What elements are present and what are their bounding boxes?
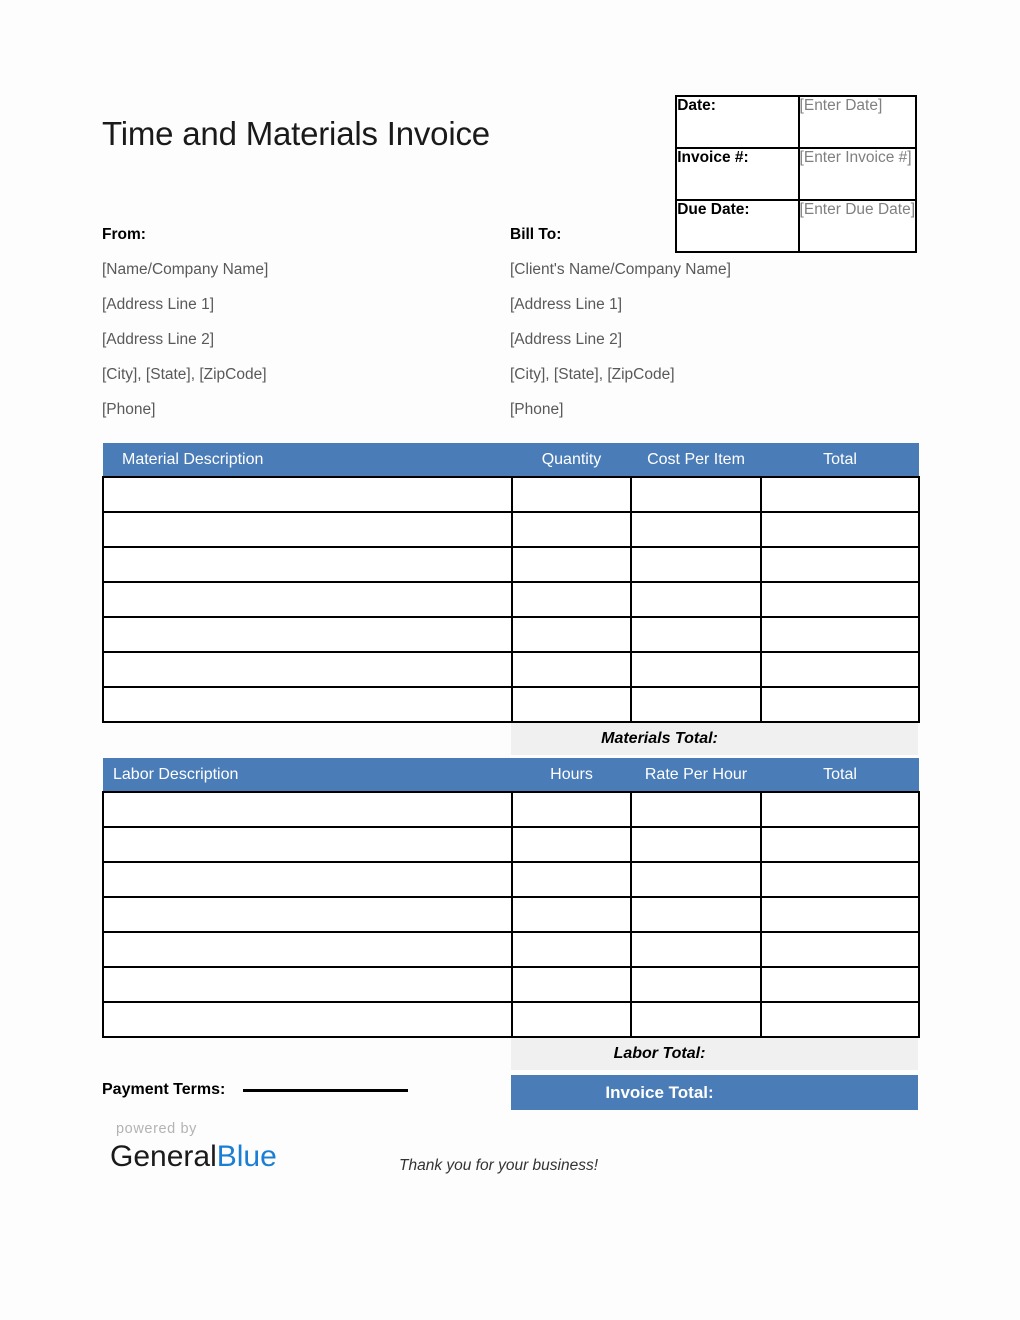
invoice-total-label: Invoice Total: — [605, 1082, 714, 1102]
bill-to-address-line-1-field[interactable]: [Address Line 1] — [510, 296, 623, 314]
labor-cell-rate[interactable] — [631, 897, 761, 932]
labor-header-row — [103, 758, 919, 792]
labor-cell-total[interactable] — [761, 897, 919, 932]
labor-total-spacer — [102, 1038, 511, 1070]
from-phone-field[interactable]: [Phone] — [102, 401, 156, 419]
labor-cell-rate[interactable] — [631, 827, 761, 862]
table-row — [103, 547, 919, 582]
labor-cell-total[interactable] — [761, 1002, 919, 1037]
table-row — [103, 862, 919, 897]
labor-cell-hours[interactable] — [512, 792, 631, 827]
labor-cell-hours[interactable] — [512, 967, 631, 1002]
materials-header-total: Total — [761, 443, 919, 477]
materials-total-spacer — [102, 723, 511, 755]
bill-to-label: Bill To: — [510, 226, 562, 243]
materials-header-description: Material Description — [103, 443, 512, 477]
labor-cell-total[interactable] — [761, 862, 919, 897]
brand-name — [110, 1141, 277, 1173]
materials-cell-total[interactable] — [761, 582, 919, 617]
materials-cell-total[interactable] — [761, 617, 919, 652]
powered-by-label: powered by — [116, 1121, 197, 1137]
labor-cell-rate[interactable] — [631, 967, 761, 1002]
labor-header-description: Labor Description — [103, 758, 512, 792]
labor-cell-rate[interactable] — [631, 932, 761, 967]
materials-cell-quantity[interactable] — [512, 617, 631, 652]
labor-total-row — [102, 1038, 918, 1070]
labor-cell-description[interactable] — [103, 932, 512, 967]
materials-cell-description[interactable] — [103, 547, 512, 582]
materials-cell-quantity[interactable] — [512, 652, 631, 687]
generalblue-logo — [110, 1122, 277, 1172]
payment-terms-label: Payment Terms: — [102, 1081, 226, 1098]
table-row — [103, 687, 919, 722]
invoice-number-field[interactable]: [Enter Invoice #] — [799, 148, 916, 200]
labor-total-band — [511, 1038, 918, 1070]
parties-section — [102, 226, 918, 418]
table-row — [103, 967, 919, 1002]
table-row — [103, 827, 919, 862]
due-date-field[interactable]: [Enter Due Date] — [799, 200, 916, 252]
bill-to-phone-field[interactable]: [Phone] — [510, 401, 564, 419]
materials-table — [102, 443, 920, 723]
materials-cell-total[interactable] — [761, 477, 919, 512]
labor-section — [102, 758, 918, 1070]
table-row — [103, 512, 919, 547]
materials-cell-cost[interactable] — [631, 617, 761, 652]
materials-cell-quantity[interactable] — [512, 477, 631, 512]
materials-cell-total[interactable] — [761, 687, 919, 722]
labor-cell-rate[interactable] — [631, 862, 761, 897]
labor-cell-rate[interactable] — [631, 1002, 761, 1037]
table-row — [103, 792, 919, 827]
materials-total-row — [102, 723, 918, 755]
labor-cell-hours[interactable] — [512, 932, 631, 967]
invoice-number-label: Invoice #: — [676, 148, 798, 200]
meta-row-date — [676, 96, 916, 148]
page-title: Time and Materials Invoice — [102, 115, 490, 152]
labor-cell-description[interactable] — [103, 1002, 512, 1037]
materials-total-label: Materials Total: — [601, 730, 718, 747]
materials-cell-description[interactable] — [103, 617, 512, 652]
materials-cell-cost[interactable] — [631, 652, 761, 687]
bill-to-address-line-2-field[interactable]: [Address Line 2] — [510, 331, 623, 349]
materials-header-row — [103, 443, 919, 477]
date-field[interactable]: [Enter Date] — [799, 96, 916, 148]
labor-header-total: Total — [761, 758, 919, 792]
materials-cell-description[interactable] — [103, 652, 512, 687]
materials-cell-description[interactable] — [103, 687, 512, 722]
table-row — [103, 477, 919, 512]
materials-section — [102, 443, 918, 755]
from-address-line-2-field[interactable]: [Address Line 2] — [102, 331, 215, 349]
materials-cell-total[interactable] — [761, 652, 919, 687]
brand-name-first: General — [110, 1139, 217, 1173]
table-row — [103, 652, 919, 687]
meta-row-invoice-number — [676, 148, 916, 200]
labor-cell-description[interactable] — [103, 967, 512, 1002]
labor-cell-total[interactable] — [761, 932, 919, 967]
labor-header-rate-per-hour: Rate Per Hour — [631, 758, 761, 792]
labor-cell-description[interactable] — [103, 792, 512, 827]
materials-cell-cost[interactable] — [631, 582, 761, 617]
materials-total-band — [511, 723, 918, 755]
materials-header-cost-per-item: Cost Per Item — [631, 443, 761, 477]
bill-to-name-field[interactable]: [Client's Name/Company Name] — [510, 261, 731, 279]
labor-header-hours: Hours — [512, 758, 631, 792]
materials-cell-quantity[interactable] — [512, 512, 631, 547]
invoice-total-band — [511, 1075, 918, 1110]
payment-terms-group — [102, 1081, 408, 1099]
labor-total-label: Labor Total: — [613, 1045, 706, 1062]
materials-header-quantity: Quantity — [512, 443, 631, 477]
labor-cell-description[interactable] — [103, 827, 512, 862]
labor-cell-hours[interactable] — [512, 1002, 631, 1037]
table-row — [103, 932, 919, 967]
from-name-field[interactable]: [Name/Company Name] — [102, 261, 269, 279]
labor-table-body — [103, 792, 919, 1037]
date-label: Date: — [676, 96, 798, 148]
labor-cell-hours[interactable] — [512, 862, 631, 897]
table-row — [103, 617, 919, 652]
labor-cell-rate[interactable] — [631, 792, 761, 827]
labor-cell-total[interactable] — [761, 792, 919, 827]
payment-terms-input[interactable] — [243, 1089, 408, 1092]
materials-cell-quantity[interactable] — [512, 582, 631, 617]
labor-cell-total[interactable] — [761, 967, 919, 1002]
materials-table-body — [103, 477, 919, 722]
materials-cell-description[interactable] — [103, 477, 512, 512]
table-row — [103, 1002, 919, 1037]
from-address-line-1-field[interactable]: [Address Line 1] — [102, 296, 215, 314]
materials-cell-total[interactable] — [761, 512, 919, 547]
table-row — [103, 582, 919, 617]
brand-name-second: Blue — [216, 1139, 277, 1173]
from-city-state-zip-field[interactable]: [City], [State], [ZipCode] — [102, 366, 267, 384]
labor-cell-total[interactable] — [761, 827, 919, 862]
thank-you-message: Thank you for your business! — [399, 1157, 599, 1174]
labor-table — [102, 758, 920, 1038]
materials-cell-description[interactable] — [103, 582, 512, 617]
labor-cell-description[interactable] — [103, 862, 512, 897]
table-row — [103, 897, 919, 932]
materials-cell-description[interactable] — [103, 512, 512, 547]
labor-cell-hours[interactable] — [512, 897, 631, 932]
materials-cell-cost[interactable] — [631, 477, 761, 512]
labor-cell-hours[interactable] — [512, 827, 631, 862]
labor-cell-description[interactable] — [103, 897, 512, 932]
bill-to-city-state-zip-field[interactable]: [City], [State], [ZipCode] — [510, 366, 675, 384]
from-block — [102, 226, 510, 418]
from-label: From: — [102, 226, 146, 243]
materials-cell-cost[interactable] — [631, 512, 761, 547]
bill-to-block — [510, 226, 918, 418]
materials-cell-quantity[interactable] — [512, 547, 631, 582]
materials-cell-total[interactable] — [761, 547, 919, 582]
materials-cell-cost[interactable] — [631, 687, 761, 722]
materials-cell-cost[interactable] — [631, 547, 761, 582]
materials-cell-quantity[interactable] — [512, 687, 631, 722]
due-date-label: Due Date: — [676, 200, 798, 252]
